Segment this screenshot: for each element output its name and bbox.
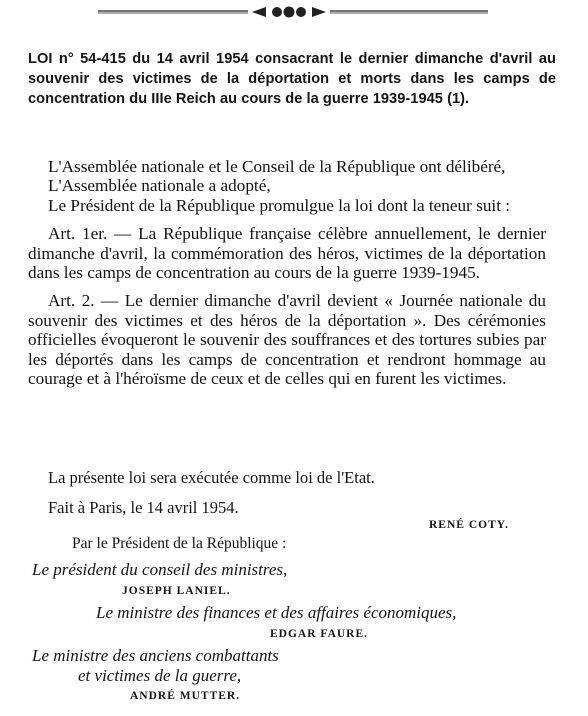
article-2 [28,291,546,388]
law-body [28,157,546,388]
by-president-line: Par le Président de la République : [72,535,287,552]
signatory-name: JOSEPH LANIEL. [122,585,231,597]
law-title: LOI n° 54-415 du 14 avril 1954 consacrant le dernier dimanche d'avril au souvenir des victimes de la déportation et morts dans les camps de concentration du IIIe Reich au cours de la guerre 1939-1945 (1). [28,51,556,107]
signatory-name: ANDRÉ MUTTER. [130,690,241,702]
ornament-divider [0,3,588,19]
signatory-title: Le ministre des finances et des affaires économiques, [96,603,457,622]
signatory-title-line: Le ministre des anciens combattants [32,646,279,665]
signatory-name: EDGAR FAURE. [270,628,369,640]
preamble-promulgation: Le Président de la République promulgue la loi dont la teneur suit : [48,195,511,215]
article-1 [28,224,546,282]
preamble-adoption: L'Assemblée nationale a adopté, [48,176,271,196]
signatory-title: Le président du conseil des ministres, [32,560,288,579]
article-2-label: Art. 2. — [48,291,119,311]
article-2-text: Le dernier dimanche d'avril devient « Journée nationale du souvenir des victimes et des héros de la déportation ». Des cérémonies officielles évoqueront le souvenir des souffrances et des tortures subies par les déportés dans les camps de concentration et rendront hommage au courage et à l'héroïsme de ceux et de celles qui en furent les victimes. [28,291,546,389]
president-signature: RENÉ COTY. [429,519,509,531]
preamble-deliberation: L'Assemblée nationale et le Conseil de la République ont délibéré, [48,157,506,176]
article-1-text: La République française célèbre annuellement, le dernier dimanche d'avril, la commémoration des héros, victimes de la déportation dans les camps de concentration au cours de la guerre 1939-1945. [28,224,546,283]
execution-clause: La présente loi sera exécutée comme loi de l'Etat. [48,468,375,487]
article-1-label: Art. 1er. — [48,224,132,244]
done-at-line: Fait à Paris, le 14 avril 1954. [48,498,239,517]
signatory-title-line: et victimes de la guerre, [78,666,242,685]
